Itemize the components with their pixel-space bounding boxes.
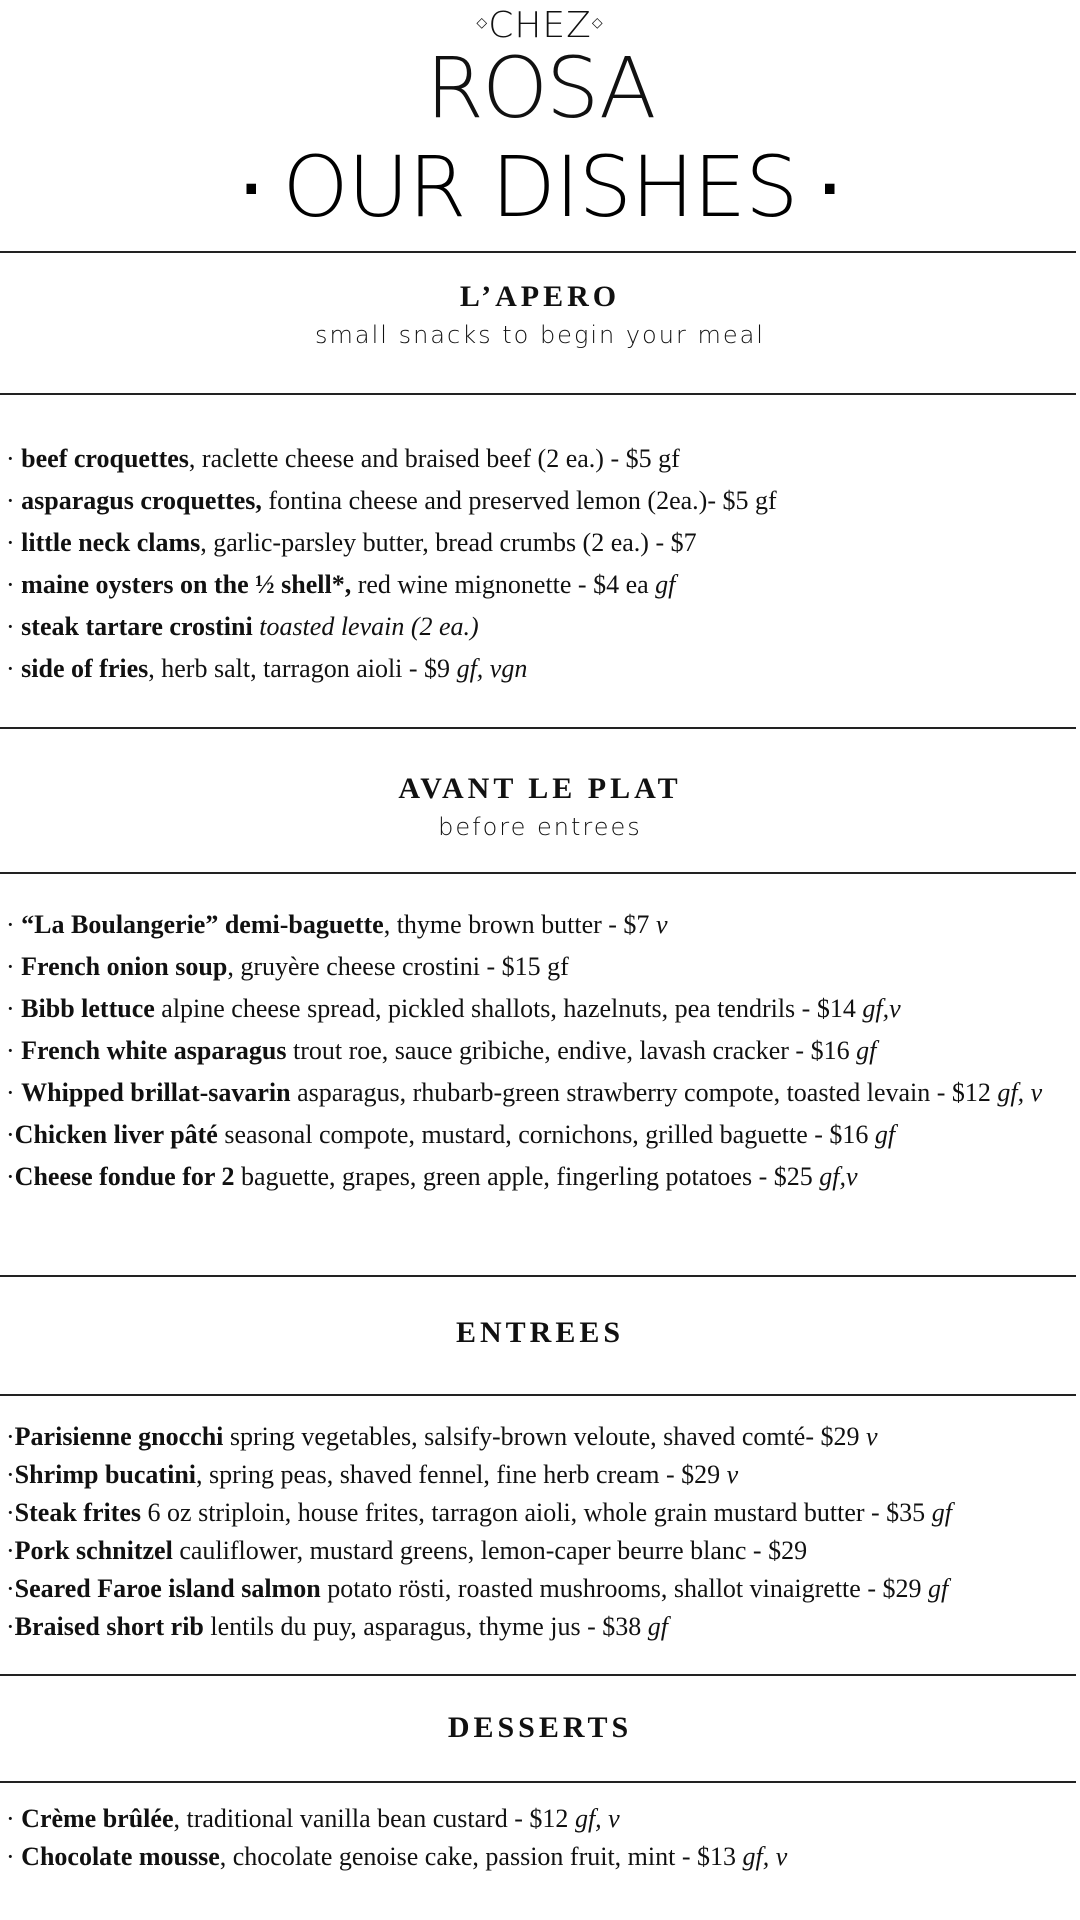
divider: [0, 1674, 1076, 1676]
item-tag: v: [866, 1422, 878, 1451]
item-bullet: ·: [6, 612, 22, 641]
item-description: , thyme brown butter - $7: [383, 910, 656, 939]
item-name: Pork schnitzel: [14, 1536, 173, 1565]
title-dot-left: ·: [240, 158, 261, 221]
menu-item: [6, 1072, 1076, 1114]
item-bullet: ·: [6, 994, 22, 1023]
item-description: baguette, grapes, green apple, fingerling potatoes - $25: [234, 1162, 820, 1191]
divider: [0, 1275, 1076, 1277]
item-name: Seared Faroe island salmon: [14, 1574, 321, 1603]
item-bullet: ·: [6, 1612, 15, 1641]
item-name: asparagus croquettes,: [21, 486, 262, 515]
menu-item: [6, 564, 1076, 606]
item-tag: v: [726, 1460, 739, 1489]
item-tag: gf: [856, 1036, 877, 1065]
divider: [0, 1781, 1076, 1783]
menu-item: [6, 648, 1076, 690]
menu-item: [6, 1030, 1076, 1072]
menu-item: [6, 1456, 1076, 1494]
item-tag: gf, v: [742, 1842, 788, 1871]
divider: [0, 1394, 1076, 1396]
apero-item-list: [6, 438, 1076, 690]
item-name: side of fries: [21, 654, 149, 683]
menu-item: [6, 606, 1076, 648]
item-description: , herb salt, tarragon aioli - $9: [148, 654, 457, 683]
item-description: , spring peas, shaved fennel, fine herb cream - $29: [196, 1460, 727, 1489]
item-name: Whipped brillat-savarin: [21, 1078, 291, 1107]
menu-item: [6, 1114, 1076, 1156]
item-tag: gf: [927, 1574, 949, 1603]
item-bullet: ·: [6, 1460, 15, 1489]
menu-item: [6, 1838, 1076, 1876]
item-description: , garlic-parsley butter, bread crumbs (2 ea.) - $7: [200, 528, 697, 557]
item-name: Chocolate mousse: [21, 1842, 220, 1871]
section-subtitle: small snacks to begin your meal: [315, 321, 765, 349]
entrees-item-list: [6, 1418, 1076, 1646]
item-bullet: ·: [6, 486, 22, 515]
item-tag: gf, v: [997, 1078, 1043, 1107]
menu-item: [6, 988, 1076, 1030]
desserts-item-list: [6, 1800, 1076, 1876]
item-description: spring vegetables, salsify-brown veloute, shaved comté- $29: [223, 1422, 867, 1451]
item-description: , chocolate genoise cake, passion fruit, mint - $13: [219, 1842, 743, 1871]
item-bullet: ·: [6, 1804, 22, 1833]
item-tag: gf,v: [819, 1162, 858, 1191]
item-tag: gf: [655, 570, 676, 599]
menu-item: [6, 1608, 1076, 1646]
item-name: Bibb lettuce: [21, 994, 155, 1023]
item-description: , raclette cheese and braised beef (2 ea.) - $5 gf: [188, 444, 680, 473]
item-name: Steak frites: [14, 1498, 142, 1527]
item-bullet: ·: [6, 1120, 15, 1149]
diamond-left-icon: ◇: [476, 15, 489, 31]
menu-item: [6, 522, 1076, 564]
menu-item: [6, 1156, 1076, 1198]
item-tag: toasted levain (2 ea.): [259, 612, 479, 641]
item-description: seasonal compote, mustard, cornichons, grilled baguette - $16: [217, 1120, 875, 1149]
menu-item: [6, 1532, 1076, 1570]
item-tag: gf, vgn: [456, 654, 528, 683]
item-bullet: ·: [6, 1036, 22, 1065]
item-bullet: ·: [6, 952, 22, 981]
item-name: Crème brûlée: [21, 1804, 174, 1833]
item-bullet: ·: [6, 654, 22, 683]
avant-item-list: [6, 904, 1076, 1198]
item-bullet: ·: [6, 1498, 15, 1527]
item-name: Cheese fondue for 2: [14, 1162, 235, 1191]
divider: [0, 393, 1076, 395]
item-bullet: ·: [6, 444, 22, 473]
menu-item: [6, 1494, 1076, 1532]
divider: [0, 872, 1076, 874]
item-name: steak tartare crostini: [21, 612, 253, 641]
section-header-entrees: [0, 1314, 1080, 1352]
menu-item: [6, 946, 1076, 988]
item-name: Parisienne gnocchi: [14, 1422, 224, 1451]
menu-item: [6, 438, 1076, 480]
item-name: Shrimp bucatini: [14, 1460, 196, 1489]
item-tag: gf: [931, 1498, 952, 1527]
item-bullet: ·: [6, 570, 22, 599]
title-dot-right: ·: [819, 158, 840, 221]
item-name: beef croquettes: [21, 444, 189, 473]
item-bullet: ·: [6, 1078, 22, 1107]
section-title: AVANT LE PLAT: [398, 772, 682, 805]
item-tag: v: [655, 910, 668, 939]
page-title-text: OUR DISHES: [282, 138, 798, 236]
section-header-avant: [0, 770, 1080, 844]
item-tag: gf,v: [862, 994, 901, 1023]
item-description: asparagus, rhubarb-green strawberry compote, toasted levain - $12: [290, 1078, 998, 1107]
item-description: alpine cheese spread, pickled shallots, hazelnuts, pea tendrils - $14: [154, 994, 863, 1023]
item-bullet: ·: [6, 1842, 22, 1871]
item-bullet: ·: [6, 528, 22, 557]
diamond-right-icon: ◇: [591, 15, 604, 31]
item-name: Braised short rib: [14, 1612, 204, 1641]
item-bullet: ·: [6, 1536, 15, 1565]
item-description: red wine mignonette - $4 ea: [351, 570, 656, 599]
section-header-desserts: [0, 1709, 1080, 1747]
item-tag: gf: [647, 1612, 669, 1641]
item-tag: gf: [874, 1120, 896, 1149]
item-name: maine oysters on the ½ shell*,: [21, 570, 352, 599]
divider: [0, 727, 1076, 729]
menu-item: [6, 1800, 1076, 1838]
item-bullet: ·: [6, 1574, 15, 1603]
menu-item: [6, 480, 1076, 522]
item-description: fontina cheese and preserved lemon (2ea.)- $5 gf: [261, 486, 777, 515]
item-bullet: ·: [6, 1422, 15, 1451]
section-subtitle: before entrees: [438, 813, 642, 841]
item-description: potato rösti, roasted mushrooms, shallot vinaigrette - $29: [320, 1574, 928, 1603]
item-name: French onion soup: [21, 952, 228, 981]
item-name: French white asparagus: [21, 1036, 287, 1065]
restaurant-logo: [0, 4, 1080, 137]
menu-item: [6, 1418, 1076, 1456]
item-description: 6 oz striploin, house frites, tarragon aioli, whole grain mustard butter - $35: [141, 1498, 932, 1527]
item-name: Chicken liver pâté: [14, 1120, 218, 1149]
section-title: ENTREES: [455, 1316, 625, 1349]
item-tag: gf, v: [574, 1804, 620, 1833]
section-title: L’APERO: [459, 280, 621, 313]
menu-item: [6, 1570, 1076, 1608]
section-header-apero: [0, 278, 1080, 352]
item-description: lentils du puy, asparagus, thyme jus - $38: [203, 1612, 648, 1641]
item-name: little neck clams: [21, 528, 201, 557]
item-description: cauliflower, mustard greens, lemon-caper beurre blanc - $29: [172, 1536, 808, 1565]
item-name: “La Boulangerie” demi-baguette: [21, 910, 384, 939]
logo-bottom-text: ROSA: [425, 39, 655, 137]
page-title: [0, 132, 1080, 253]
menu-item: [6, 904, 1076, 946]
logo-top-text: CHEZ: [488, 5, 592, 46]
item-bullet: ·: [6, 1162, 15, 1191]
section-title: DESSERTS: [447, 1711, 633, 1744]
item-description: , gruyère cheese crostini - $15 gf: [227, 952, 569, 981]
item-description: , traditional vanilla bean custard - $12: [173, 1804, 575, 1833]
divider: [0, 251, 1076, 253]
item-bullet: ·: [6, 910, 22, 939]
item-description: trout roe, sauce gribiche, endive, lavash cracker - $16: [286, 1036, 857, 1065]
